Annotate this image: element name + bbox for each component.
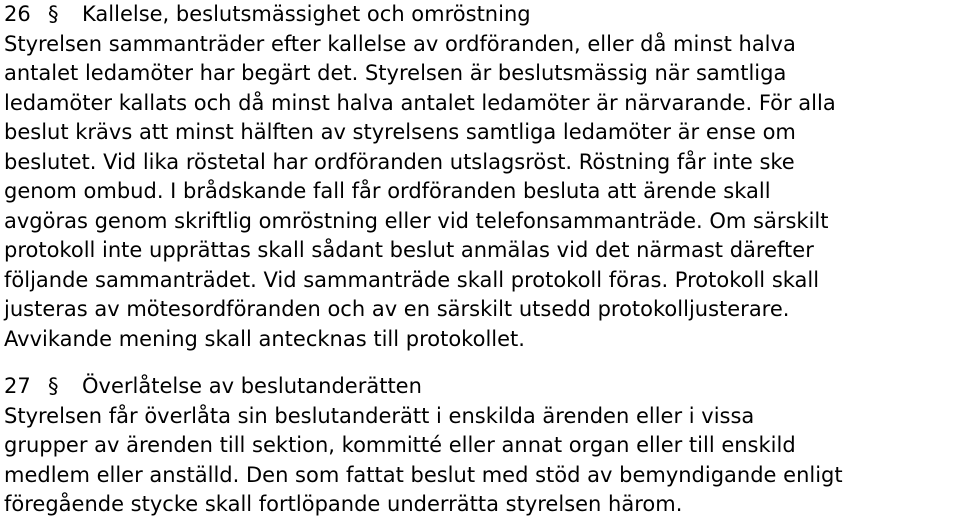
section-number: 27 bbox=[4, 374, 31, 398]
section-27 bbox=[4, 372, 959, 520]
body-line: avgöras genom skriftlig omröstning eller vid telefonsammanträde. Om särskilt bbox=[4, 208, 829, 233]
section-heading bbox=[4, 372, 959, 402]
body-line: Avvikande mening skall antecknas till protokollet. bbox=[4, 326, 525, 351]
body-line: beslut krävs att minst hälften av styrelsens samtliga ledamöter är ense om bbox=[4, 120, 796, 144]
section-26 bbox=[4, 0, 959, 354]
body-line: protokoll inte upprättas skall sådant beslut anmälas vid det närmast därefter bbox=[4, 238, 814, 262]
section-heading bbox=[4, 0, 959, 30]
section-symbol: § bbox=[48, 374, 59, 398]
body-line: grupper av ärenden till sektion, kommitté eller annat organ eller till enskild bbox=[4, 433, 796, 457]
section-number: 26 bbox=[4, 2, 31, 26]
body-line: följande sammanträdet. Vid sammanträde skall protokoll föras. Protokoll skall bbox=[4, 267, 820, 292]
body-line: justeras av mötesordföranden och av en särskilt utsedd protokolljusterare. bbox=[4, 297, 790, 321]
body-line: medlem eller anställd. Den som fattat beslut med stöd av bemyndigande enligt bbox=[4, 462, 843, 487]
section-symbol: § bbox=[48, 2, 59, 26]
body-line: beslutet. Vid lika röstetal har ordföranden utslagsröst. Röstning får inte ske bbox=[4, 149, 795, 174]
section-body bbox=[4, 30, 959, 355]
body-line: antalet ledamöter har begärt det. Styrelsen är beslutsmässig när samtliga bbox=[4, 61, 787, 85]
body-line: Styrelsen sammanträder efter kallelse av ordföranden, eller då minst halva bbox=[4, 31, 796, 56]
section-title: Överlåtelse av beslutanderätten bbox=[82, 374, 422, 398]
body-line: ledamöter kallats och då minst halva antalet ledamöter är närvarande. För alla bbox=[4, 90, 836, 115]
body-line: Styrelsen får överlåta sin beslutanderätt i enskilda ärenden eller i vissa bbox=[4, 403, 755, 428]
body-line: genom ombud. I brådskande fall får ordföranden besluta att ärende skall bbox=[4, 179, 771, 203]
section-body bbox=[4, 402, 959, 520]
body-line: föregående stycke skall fortlöpande underrätta styrelsen härom. bbox=[4, 492, 683, 516]
section-title: Kallelse, beslutsmässighet och omröstning bbox=[82, 2, 531, 26]
